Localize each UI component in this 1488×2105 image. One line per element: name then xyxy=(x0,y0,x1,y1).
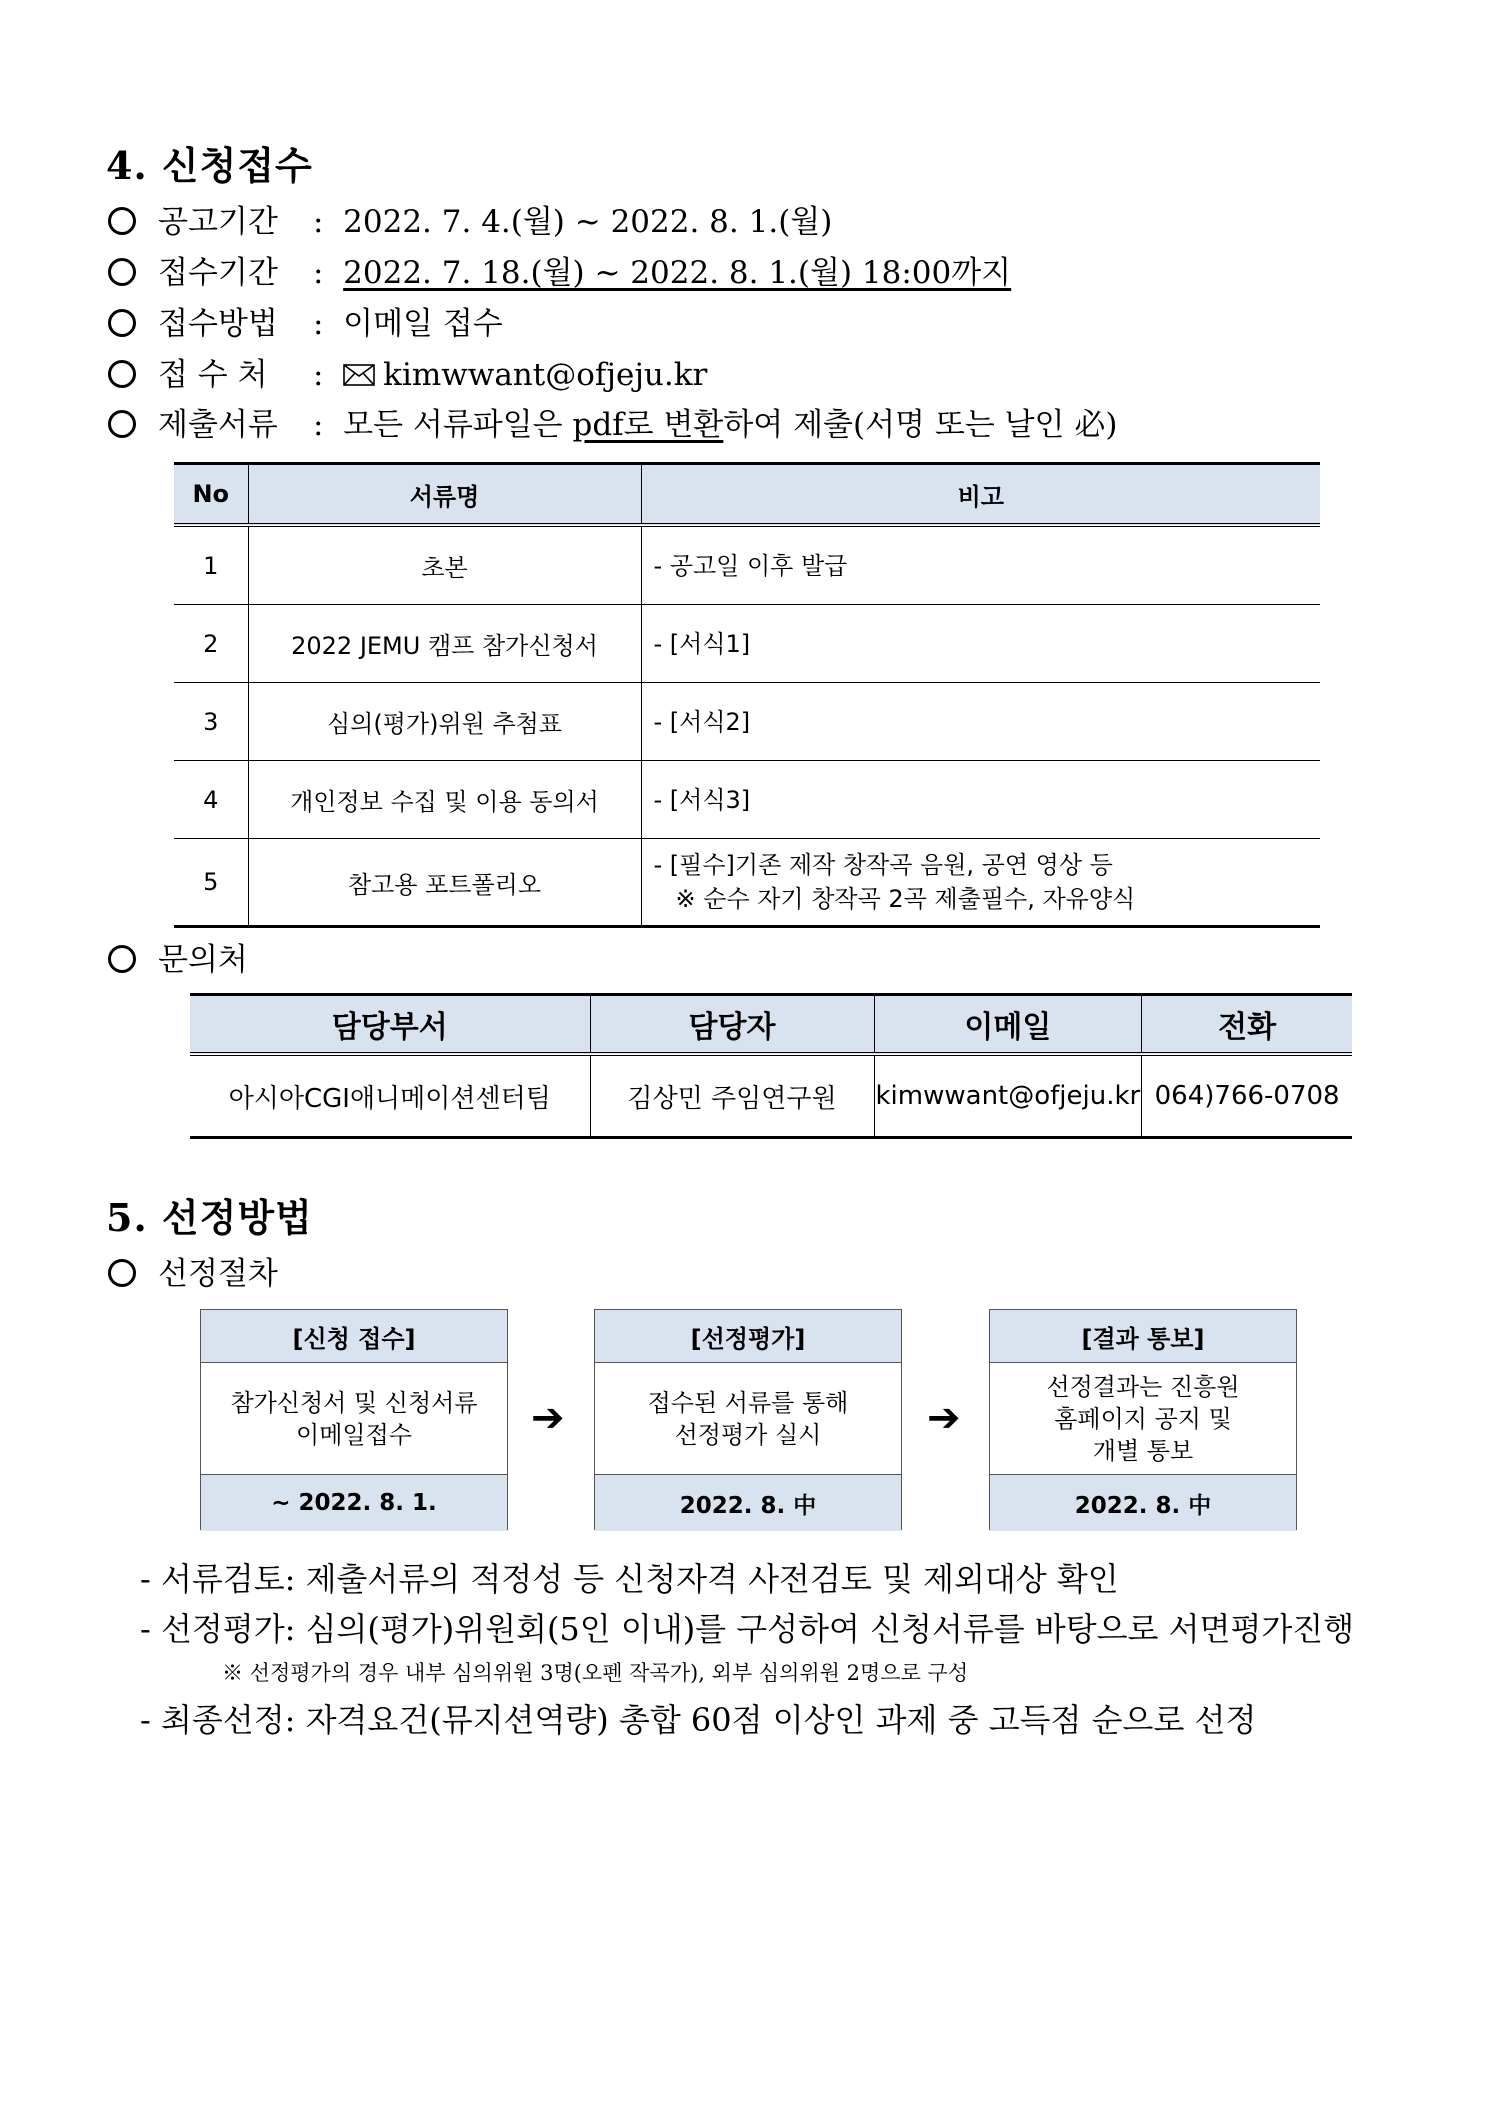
circle-bullet-icon xyxy=(108,360,136,388)
column-header: No xyxy=(174,464,248,526)
colon: : xyxy=(313,407,344,443)
row-number: 4 xyxy=(174,761,248,839)
info-value: 2022. 7. 18.(월) ~ 2022. 8. 1.(월) 18:00까지 xyxy=(343,255,1012,291)
flow-step-application xyxy=(200,1309,508,1530)
remark-line: - [필수]기존 제작 창작곡 음원, 공연 영상 등 xyxy=(653,851,1113,879)
table-row xyxy=(174,839,1320,927)
table-row xyxy=(174,761,1320,839)
documents-table xyxy=(174,462,1320,928)
info-label: 접수방법 xyxy=(158,306,278,342)
flow-step-date: ~ 2022. 8. 1. xyxy=(201,1474,507,1531)
contact-line xyxy=(108,934,248,979)
remark-note: ※ 순수 자기 창작곡 2곡 제출필수, 자유양식 xyxy=(675,885,1136,913)
flow-step-title: [선정평가] xyxy=(595,1310,901,1363)
circle-bullet-icon xyxy=(108,258,136,286)
section-5-heading: 5. 선정방법 xyxy=(106,1195,313,1240)
department-cell: 아시아CGI애니메이션센터팀 xyxy=(190,1054,590,1138)
colon: : xyxy=(313,204,344,240)
selection-point: - 서류검토: 제출서류의 적정성 등 신청자격 사전검토 및 제외대상 확인 xyxy=(140,1560,1119,1598)
remark: - [서식3] xyxy=(641,761,1320,839)
flow-step-title: [신청 접수] xyxy=(201,1310,507,1363)
table-header-row xyxy=(190,995,1352,1055)
info-label: 접 수 처 xyxy=(158,357,268,393)
circle-bullet-icon xyxy=(108,945,136,973)
table-row xyxy=(174,683,1320,761)
circle-bullet-icon xyxy=(108,1259,136,1287)
column-header: 전화 xyxy=(1142,995,1352,1055)
colon: : xyxy=(313,255,344,291)
info-line-notice-period xyxy=(108,196,832,241)
info-line-documents xyxy=(108,399,1117,444)
contact-label: 문의처 xyxy=(158,942,248,978)
info-value: 2022. 7. 4.(월) ~ 2022. 8. 1.(월) xyxy=(343,204,833,240)
flow-step-body: 접수된 서류를 통해 선정평가 실시 xyxy=(647,1388,849,1449)
colon: : xyxy=(313,306,344,342)
column-header: 담당부서 xyxy=(190,995,590,1055)
info-value-underlined: pdf로 변환 xyxy=(572,407,724,443)
remark: - [서식2] xyxy=(641,683,1320,761)
circle-bullet-icon xyxy=(108,207,136,235)
row-number: 3 xyxy=(174,683,248,761)
table-row xyxy=(174,525,1320,605)
email-cell[interactable]: kimwwant@ofjeju.kr xyxy=(874,1054,1142,1138)
table-row xyxy=(174,605,1320,683)
info-label: 공고기간 xyxy=(158,204,278,240)
row-number: 5 xyxy=(174,839,248,927)
table-header-row xyxy=(174,464,1320,526)
right-arrow-icon: ➔ xyxy=(927,1395,961,1441)
document-name: 개인정보 수집 및 이용 동의서 xyxy=(248,761,641,839)
remark: - [서식1] xyxy=(641,605,1320,683)
remark-multiline xyxy=(641,839,1320,927)
column-header: 이메일 xyxy=(874,995,1142,1055)
circle-bullet-icon xyxy=(108,410,136,438)
procedure-line xyxy=(108,1248,278,1293)
info-value-pre: 모든 서류파일은 xyxy=(343,407,573,443)
section-4-heading: 4. 신청접수 xyxy=(106,143,313,188)
info-label: 제출서류 xyxy=(158,407,278,443)
envelope-icon xyxy=(343,364,375,386)
colon: : xyxy=(313,357,344,393)
procedure-label: 선정절차 xyxy=(158,1256,278,1292)
contact-table xyxy=(190,993,1352,1139)
document-name: 초본 xyxy=(248,525,641,605)
document-name: 2022 JEMU 캠프 참가신청서 xyxy=(248,605,641,683)
flow-step-evaluation xyxy=(594,1309,902,1530)
phone-cell: 064)766-0708 xyxy=(1142,1054,1352,1138)
column-header: 서류명 xyxy=(248,464,641,526)
column-header: 담당자 xyxy=(590,995,874,1055)
right-arrow-icon: ➔ xyxy=(531,1395,565,1441)
table-row xyxy=(190,1054,1352,1138)
selection-point: - 최종선정: 자격요건(뮤지션역량) 총합 60점 이상인 과제 중 고득점 순으로 선정 xyxy=(140,1701,1257,1739)
document-name: 심의(평가)위원 추첨표 xyxy=(248,683,641,761)
flow-step-body: 참가신청서 및 신청서류 이메일접수 xyxy=(230,1388,478,1449)
info-value-post: 하여 제출(서명 또는 날인 必) xyxy=(723,407,1118,443)
row-number: 2 xyxy=(174,605,248,683)
person-cell: 김상민 주임연구원 xyxy=(590,1054,874,1138)
document-name: 참고용 포트폴리오 xyxy=(248,839,641,927)
flow-step-body: 선정결과는 진흥원 홈페이지 공지 및 개별 통보 xyxy=(1046,1372,1240,1465)
selection-note: ※ 선정평가의 경우 내부 심의위원 3명(오펜 작곡가), 외부 심의위원 2명으로 구성 xyxy=(222,1661,969,1685)
circle-bullet-icon xyxy=(108,309,136,337)
email-link[interactable]: kimwwant@ofjeju.kr xyxy=(383,357,708,393)
remark: - 공고일 이후 발급 xyxy=(641,525,1320,605)
info-line-receipt-method xyxy=(108,298,503,343)
info-value: 이메일 접수 xyxy=(343,306,503,342)
flow-step-date: 2022. 8. 中 xyxy=(990,1474,1296,1531)
info-label: 접수기간 xyxy=(158,255,278,291)
row-number: 1 xyxy=(174,525,248,605)
flow-step-date: 2022. 8. 中 xyxy=(595,1474,901,1531)
flow-step-title: [결과 통보] xyxy=(990,1310,1296,1363)
flow-step-notification xyxy=(989,1309,1297,1530)
info-line-receipt-period xyxy=(108,247,1011,292)
column-header: 비고 xyxy=(641,464,1320,526)
selection-point: - 선정평가: 심의(평가)위원회(5인 이내)를 구성하여 신청서류를 바탕으로 서면평가진행 xyxy=(140,1610,1355,1648)
info-line-receipt-address xyxy=(108,349,707,394)
